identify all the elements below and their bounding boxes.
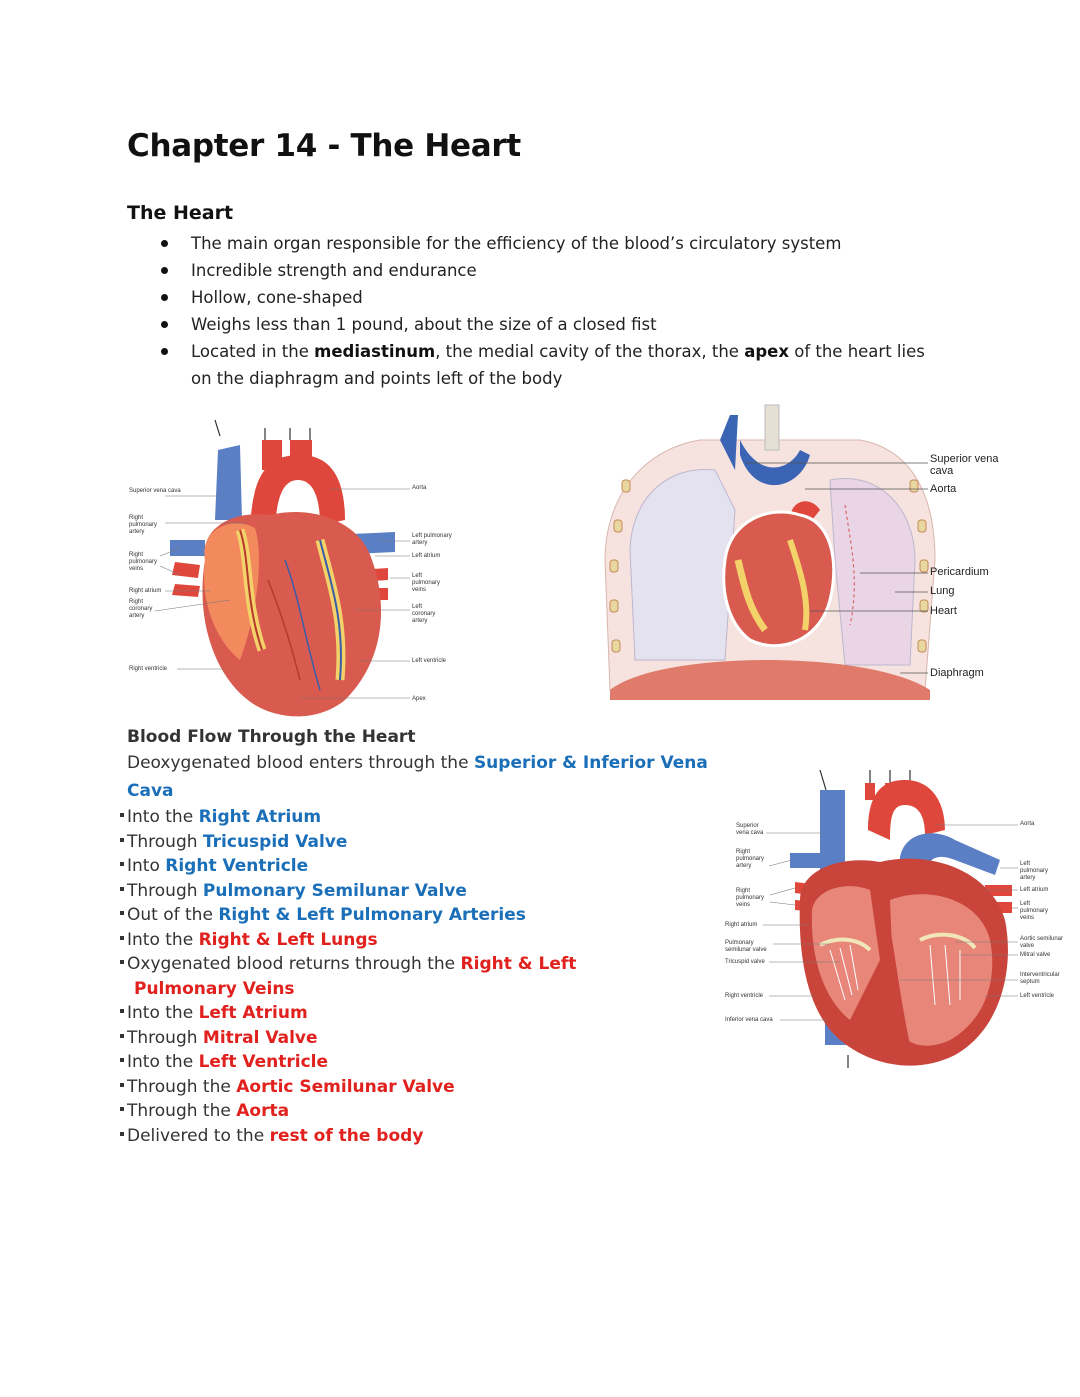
label-tricuspid-valve: Tricuspid valve	[725, 959, 765, 965]
flow-step-text: Delivered to the	[127, 1125, 270, 1146]
flow-step-text: Through the	[127, 1076, 237, 1097]
label-left-atrium: Left atrium	[412, 553, 441, 559]
list-item: The main organ responsible for the efficiency of the blood’s circulatory system	[150, 230, 950, 257]
flow-step-highlight: Aortic Semilunar Valve	[236, 1076, 455, 1097]
flow-step-text: Into the	[127, 1052, 199, 1072]
flow-step-text: Through	[127, 880, 203, 901]
label-superior-vena-cava-3: Superior vena cava	[736, 823, 764, 836]
label-left-pulmonary-veins-3: Left pulmonary veins	[1020, 901, 1049, 921]
flow-step-text: Into the	[127, 929, 199, 950]
flow-step-highlight: Right & Left Pulmonary Arteries	[218, 905, 526, 925]
term-mediastinum: mediastinum	[314, 342, 436, 361]
flow-step-text: Through	[127, 1027, 203, 1048]
page-title: Chapter 14 - The Heart	[127, 128, 521, 164]
label-diaphragm: Diaphragm	[930, 667, 984, 679]
label-pulmonary-semilunar-valve: Pulmonary semilunar valve	[725, 940, 767, 953]
flow-step-text: Through	[127, 831, 203, 852]
label-lung: Lung	[930, 585, 955, 597]
flow-step-text: Through the	[127, 1101, 237, 1121]
label-aortic-semilunar-valve: Aortic semilunar valve	[1020, 936, 1064, 949]
flow-step-text: Oxygenated blood returns through the	[127, 954, 461, 974]
flow-step-highlight: Left Ventricle	[198, 1052, 328, 1072]
label-left-pulmonary-veins: Left pulmonary veins	[412, 573, 441, 593]
label-heart: Heart	[930, 605, 957, 617]
list-item: Weighs less than 1 pound, about the size of a closed fist	[150, 311, 950, 338]
flow-step-highlight: Pulmonary Veins	[134, 978, 295, 999]
list-item: Incredible strength and endurance	[150, 257, 950, 284]
label-right-atrium-3: Right atrium	[725, 922, 758, 928]
label-right-ventricle-3: Right ventricle	[725, 993, 764, 999]
label-pericardium: Pericardium	[930, 566, 989, 578]
flow-step-text: Into the	[127, 1003, 199, 1023]
blood-flow-intro: Deoxygenated blood enters through the Superior & Inferior Vena Cava	[127, 753, 708, 801]
list-item: Hollow, cone-shaped	[150, 284, 950, 311]
label-mitral-valve: Mitral valve	[1020, 952, 1051, 958]
flow-step-highlight: Tricuspid Valve	[202, 831, 348, 852]
label-left-coronary-artery: Left coronary artery	[412, 604, 436, 624]
flow-step-highlight: Right & Left Lungs	[198, 929, 378, 950]
label-aorta-3: Aorta	[1020, 821, 1035, 827]
blood-flow-heading: Blood Flow Through the Heart	[127, 727, 416, 747]
label-right-atrium: Right atrium	[129, 588, 162, 594]
label-right-pulmonary-veins: Right pulmonary veins	[129, 552, 158, 572]
flow-step-highlight: Right Atrium	[198, 807, 322, 827]
label-left-pulmonary-artery: Left pulmonary artery	[412, 533, 452, 546]
flow-step-text: Into the	[127, 807, 199, 827]
label-inferior-vena-cava: Inferior vena cava	[725, 1017, 773, 1023]
section-heading: The Heart	[127, 202, 234, 224]
label-right-pulmonary-artery-3: Right pulmonary artery	[736, 849, 765, 869]
label-aorta: Aorta	[412, 485, 427, 491]
label-apex: Apex	[412, 696, 426, 702]
flow-step-highlight: Pulmonary Semilunar Valve	[202, 880, 467, 901]
label-left-pulmonary-artery-3: Left pulmonary artery	[1020, 861, 1049, 881]
label-left-ventricle-3: Left ventricle	[1020, 993, 1055, 999]
flow-step-highlight: Left Atrium	[198, 1003, 308, 1023]
label-left-ventricle: Left ventricle	[412, 658, 447, 664]
term-apex: apex	[744, 342, 789, 361]
flow-step-highlight: rest of the body	[269, 1125, 424, 1146]
flow-step-highlight: Right Ventricle	[165, 856, 309, 876]
label-right-pulmonary-artery: Right pulmonary artery	[129, 515, 158, 535]
label-left-atrium-3: Left atrium	[1020, 887, 1049, 893]
flow-step-highlight: Right & Left	[460, 954, 577, 974]
label-superior-vena-cava: Superior vena cava	[129, 488, 181, 494]
list-item-location: Located in the mediastinum, the medial cavity of the thorax, the apex of the heart lies on the diaphragm and points left of the body	[150, 338, 950, 392]
flow-step-text: Into	[127, 856, 166, 876]
flow-step-highlight: Aorta	[236, 1101, 290, 1121]
label-right-pulmonary-veins-3: Right pulmonary veins	[736, 888, 765, 908]
flow-step-text: Out of the	[127, 905, 219, 925]
label-right-coronary-artery: Right coronary artery	[129, 599, 153, 619]
label-right-ventricle: Right ventricle	[129, 666, 168, 672]
highlight-vena-cava: Superior & Inferior Vena Cava	[127, 753, 708, 801]
label-interventricular-septum: Interventricular septum	[1020, 972, 1060, 985]
flow-step-highlight: Mitral Valve	[202, 1027, 318, 1048]
label-aorta-2: Aorta	[930, 483, 957, 495]
label-superior-vena-cava-2: Superior vena cava	[930, 453, 999, 477]
